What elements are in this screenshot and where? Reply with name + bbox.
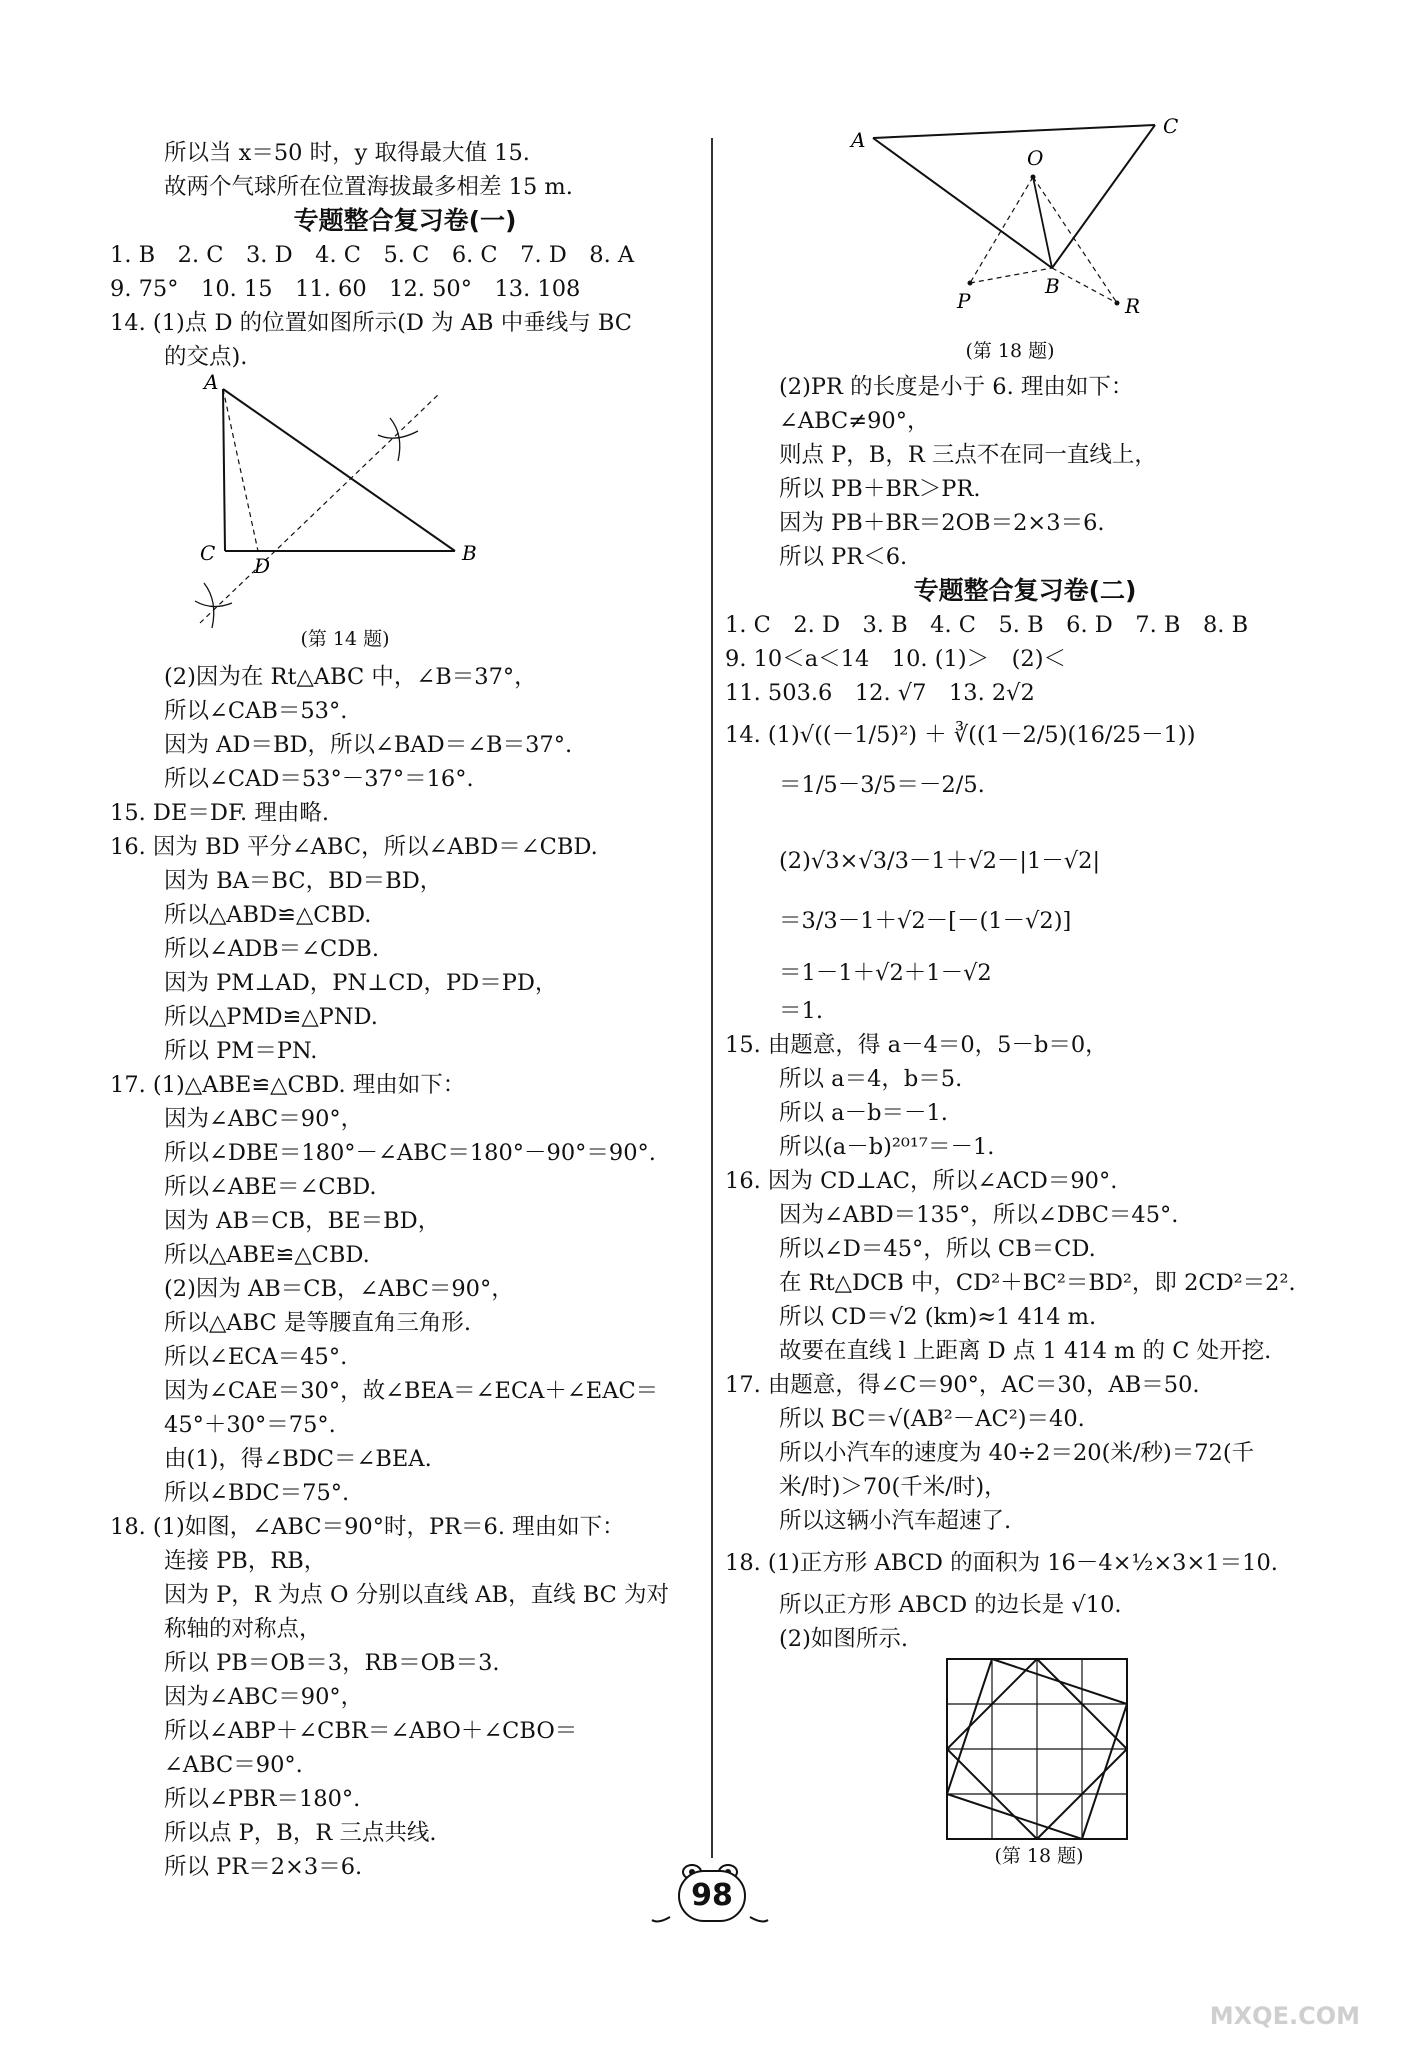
- right-line: (2)如图所示.: [779, 1626, 909, 1652]
- watermark-text: MXQE.COM: [1209, 2002, 1360, 2030]
- right-line: 9. 10＜a＜14 10. (1)＞ (2)＜: [725, 646, 1066, 672]
- left-line: 因为 AB＝CB，BE＝BD，: [164, 1208, 441, 1234]
- left-line: 称轴的对称点，: [164, 1616, 322, 1642]
- left-line: 所以△ABC 是等腰直角三角形.: [164, 1310, 472, 1336]
- left-line: ∠ABC＝90°.: [164, 1752, 303, 1778]
- column-divider: [711, 138, 713, 1858]
- fig14-line-AD: [223, 389, 258, 551]
- left-line: 连接 PB，RB，: [164, 1548, 327, 1574]
- left-line: 的交点).: [164, 344, 248, 370]
- right-line: 所以 CD＝√2 (km)≈1 414 m.: [779, 1304, 1097, 1330]
- figure-18-triangle: [845, 103, 1185, 328]
- fig18b-caption: (第 18 题): [994, 1845, 1084, 1867]
- right-line: 所以(a－b)²⁰¹⁷＝－1.: [779, 1134, 995, 1160]
- right-line: 所以小汽车的速度为 40÷2＝20(米/秒)＝72(千: [779, 1440, 1255, 1466]
- left-line: 所以∠CAD＝53°－37°＝16°.: [164, 766, 474, 792]
- right-line: (2)√3×√3/3－1＋√2－|1－√2|: [779, 848, 1101, 874]
- left-line: 所以点 P，B，R 三点共线.: [164, 1820, 437, 1846]
- figure-14: [190, 373, 520, 648]
- fig14-side-AC: [223, 389, 225, 551]
- left-line: 1. B 2. C 3. D 4. C 5. C 6. C 7. D 8. A: [110, 242, 635, 268]
- figure-18-grid: [946, 1658, 1128, 1840]
- left-line: 因为 PM⊥AD，PN⊥CD，PD＝PD，: [164, 970, 558, 996]
- fig18-label-C: C: [1163, 114, 1179, 138]
- fig18-label-P: P: [957, 289, 971, 313]
- left-line: 45°＋30°＝75°.: [164, 1412, 336, 1438]
- right-line: 1. C 2. D 3. B 4. C 5. B 6. D 7. B 8. B: [725, 612, 1249, 638]
- left-line: 所以 PM＝PN.: [164, 1038, 318, 1064]
- left-line: 所以∠ADB＝∠CDB.: [164, 936, 379, 962]
- left-line: 因为∠ABC＝90°，: [164, 1106, 364, 1132]
- page-number: 98: [678, 1870, 746, 1922]
- right-line: 15. 由题意，得 a－4＝0，5－b＝0，: [725, 1032, 1108, 1058]
- left-line: 所以∠BDC＝75°.: [164, 1480, 350, 1506]
- left-line: 因为 P，R 为点 O 分别以直线 AB，直线 BC 为对: [164, 1582, 670, 1608]
- left-line: 故两个气球所在位置海拔最多相差 15 m.: [164, 174, 573, 200]
- left-line: (2)因为 AB＝CB，∠ABC＝90°，: [164, 1276, 514, 1302]
- right-line: ＝1－1＋√2＋1－√2: [779, 960, 992, 986]
- left-line: 14. (1)点 D 的位置如图所示(D 为 AB 中垂线与 BC: [110, 310, 633, 336]
- left-line: 所以△ABE≌△CBD.: [164, 1242, 370, 1268]
- right-line: 所以这辆小汽车超速了.: [779, 1508, 1012, 1534]
- left-line: 所以∠ECA＝45°.: [164, 1344, 348, 1370]
- right-line: 所以正方形 ABCD 的边长是 √10.: [779, 1592, 1122, 1618]
- left-line: 因为∠ABC＝90°，: [164, 1684, 364, 1710]
- right-line: (2)PR 的长度是小于 6. 理由如下：: [779, 374, 1134, 400]
- left-line: 9. 75° 10. 15 11. 60 12. 50° 13. 108: [110, 276, 581, 302]
- fig18-line-BR: [1052, 268, 1117, 303]
- left-line: 所以△PMD≌△PND.: [164, 1004, 378, 1030]
- fig14-label-B: B: [462, 541, 477, 565]
- right-line: 11. 503.6 12. √7 13. 2√2: [725, 680, 1035, 706]
- section-heading-2: 专题整合复习卷(二): [913, 576, 1137, 605]
- fig14-perpendicular-bisector: [200, 393, 440, 623]
- fig18-label-A: A: [851, 128, 866, 152]
- right-line: 因为 PB＋BR＝2OB＝2×3＝6.: [779, 510, 1105, 536]
- right-line: 所以 PB＋BR＞PR.: [779, 476, 981, 502]
- right-line: ＝1/5－3/5＝－2/5.: [779, 772, 985, 798]
- fig18-line-OP: [970, 177, 1033, 283]
- right-line: ＝3/3－1＋√2－[－(1－√2)]: [779, 908, 1072, 934]
- left-line: 所以∠ABE＝∠CBD.: [164, 1174, 377, 1200]
- left-line: 由(1)，得∠BDC＝∠BEA.: [164, 1446, 432, 1472]
- fig18-label-R: R: [1125, 294, 1141, 318]
- fig18-point-P: [968, 281, 973, 286]
- left-line: 所以∠CAB＝53°.: [164, 698, 348, 724]
- right-line: 因为∠ABD＝135°，所以∠DBC＝45°.: [779, 1202, 1179, 1228]
- fig18-label-O: O: [1027, 146, 1044, 170]
- left-line: 因为 AD＝BD，所以∠BAD＝∠B＝37°.: [164, 732, 573, 758]
- watermark-logo: [1196, 1964, 1396, 2044]
- right-line: 14. (1)√((－1/5)²) ＋ ∛((1－2/5)(16/25－1)): [725, 722, 1196, 748]
- left-line: 因为∠CAE＝30°，故∠BEA＝∠ECA＋∠EAC＝: [164, 1378, 659, 1404]
- fig18-line-AC: [873, 125, 1155, 138]
- fig14-label-A: A: [204, 373, 219, 394]
- fig14-caption: (第 14 题): [300, 628, 390, 650]
- left-line: 所以△ABD≌△CBD.: [164, 902, 372, 928]
- left-line: 15. DE＝DF. 理由略.: [110, 800, 330, 826]
- right-line: 则点 P，B，R 三点不在同一直线上，: [779, 442, 1157, 468]
- left-line: 所以∠ABP＋∠CBR＝∠ABO＋∠CBO＝: [164, 1718, 578, 1744]
- fig14-label-C: C: [200, 541, 216, 565]
- fig18-line-AB: [873, 138, 1052, 268]
- fig18a-caption: (第 18 题): [965, 340, 1055, 362]
- fig18-point-R: [1115, 301, 1120, 306]
- left-line: 16. 因为 BD 平分∠ABC，所以∠ABD＝∠CBD.: [110, 834, 598, 860]
- left-line: 17. (1)△ABE≌△CBD. 理由如下：: [110, 1072, 466, 1098]
- right-line: 所以 a－b＝－1.: [779, 1100, 948, 1126]
- right-line: 在 Rt△DCB 中，CD²＋BC²＝BD²，即 2CD²＝2².: [779, 1270, 1296, 1296]
- fig18-line-OB: [1033, 177, 1052, 268]
- right-line: 所以∠D＝45°，所以 CB＝CD.: [779, 1236, 1096, 1262]
- right-line: 米/时)＞70(千米/时)，: [779, 1474, 1007, 1500]
- fig18-point-O: [1031, 175, 1036, 180]
- left-line: 所以当 x＝50 时，y 取得最大值 15.: [164, 140, 530, 166]
- left-line: 18. (1)如图，∠ABC＝90°时，PR＝6. 理由如下：: [110, 1514, 625, 1540]
- right-line: 17. 由题意，得∠C＝90°，AC＝30，AB＝50.: [725, 1372, 1200, 1398]
- right-line: 16. 因为 CD⊥AC，所以∠ACD＝90°.: [725, 1168, 1118, 1194]
- right-line: ∠ABC≠90°，: [779, 408, 930, 434]
- right-line: 所以 BC＝√(AB²－AC²)＝40.: [779, 1406, 1085, 1432]
- section-heading-1: 专题整合复习卷(一): [293, 206, 517, 235]
- fig14-side-AB: [223, 389, 455, 551]
- left-line: 所以 PB＝OB＝3，RB＝OB＝3.: [164, 1650, 500, 1676]
- left-line: 所以 PR＝2×3＝6.: [164, 1854, 363, 1880]
- fig18-line-CB: [1052, 125, 1155, 268]
- right-line: 所以 a＝4，b＝5.: [779, 1066, 963, 1092]
- fig14-label-D: D: [254, 554, 271, 578]
- page-number-badge: [650, 1862, 770, 1932]
- right-line: 18. (1)正方形 ABCD 的面积为 16－4×½×3×1＝10.: [725, 1550, 1278, 1576]
- left-line: 因为 BA＝BC，BD＝BD，: [164, 868, 443, 894]
- right-line: ＝1.: [779, 998, 823, 1024]
- right-line: 故要在直线 l 上距离 D 点 1 414 m 的 C 处开挖.: [779, 1338, 1272, 1364]
- left-line: 所以∠DBE＝180°－∠ABC＝180°－90°＝90°.: [164, 1140, 656, 1166]
- fig18-line-PB: [970, 268, 1052, 283]
- left-line: 所以∠PBR＝180°.: [164, 1786, 361, 1812]
- right-line: 所以 PR＜6.: [779, 544, 908, 570]
- left-line: (2)因为在 Rt△ABC 中，∠B＝37°，: [164, 664, 537, 690]
- fig18-label-B: B: [1045, 274, 1060, 298]
